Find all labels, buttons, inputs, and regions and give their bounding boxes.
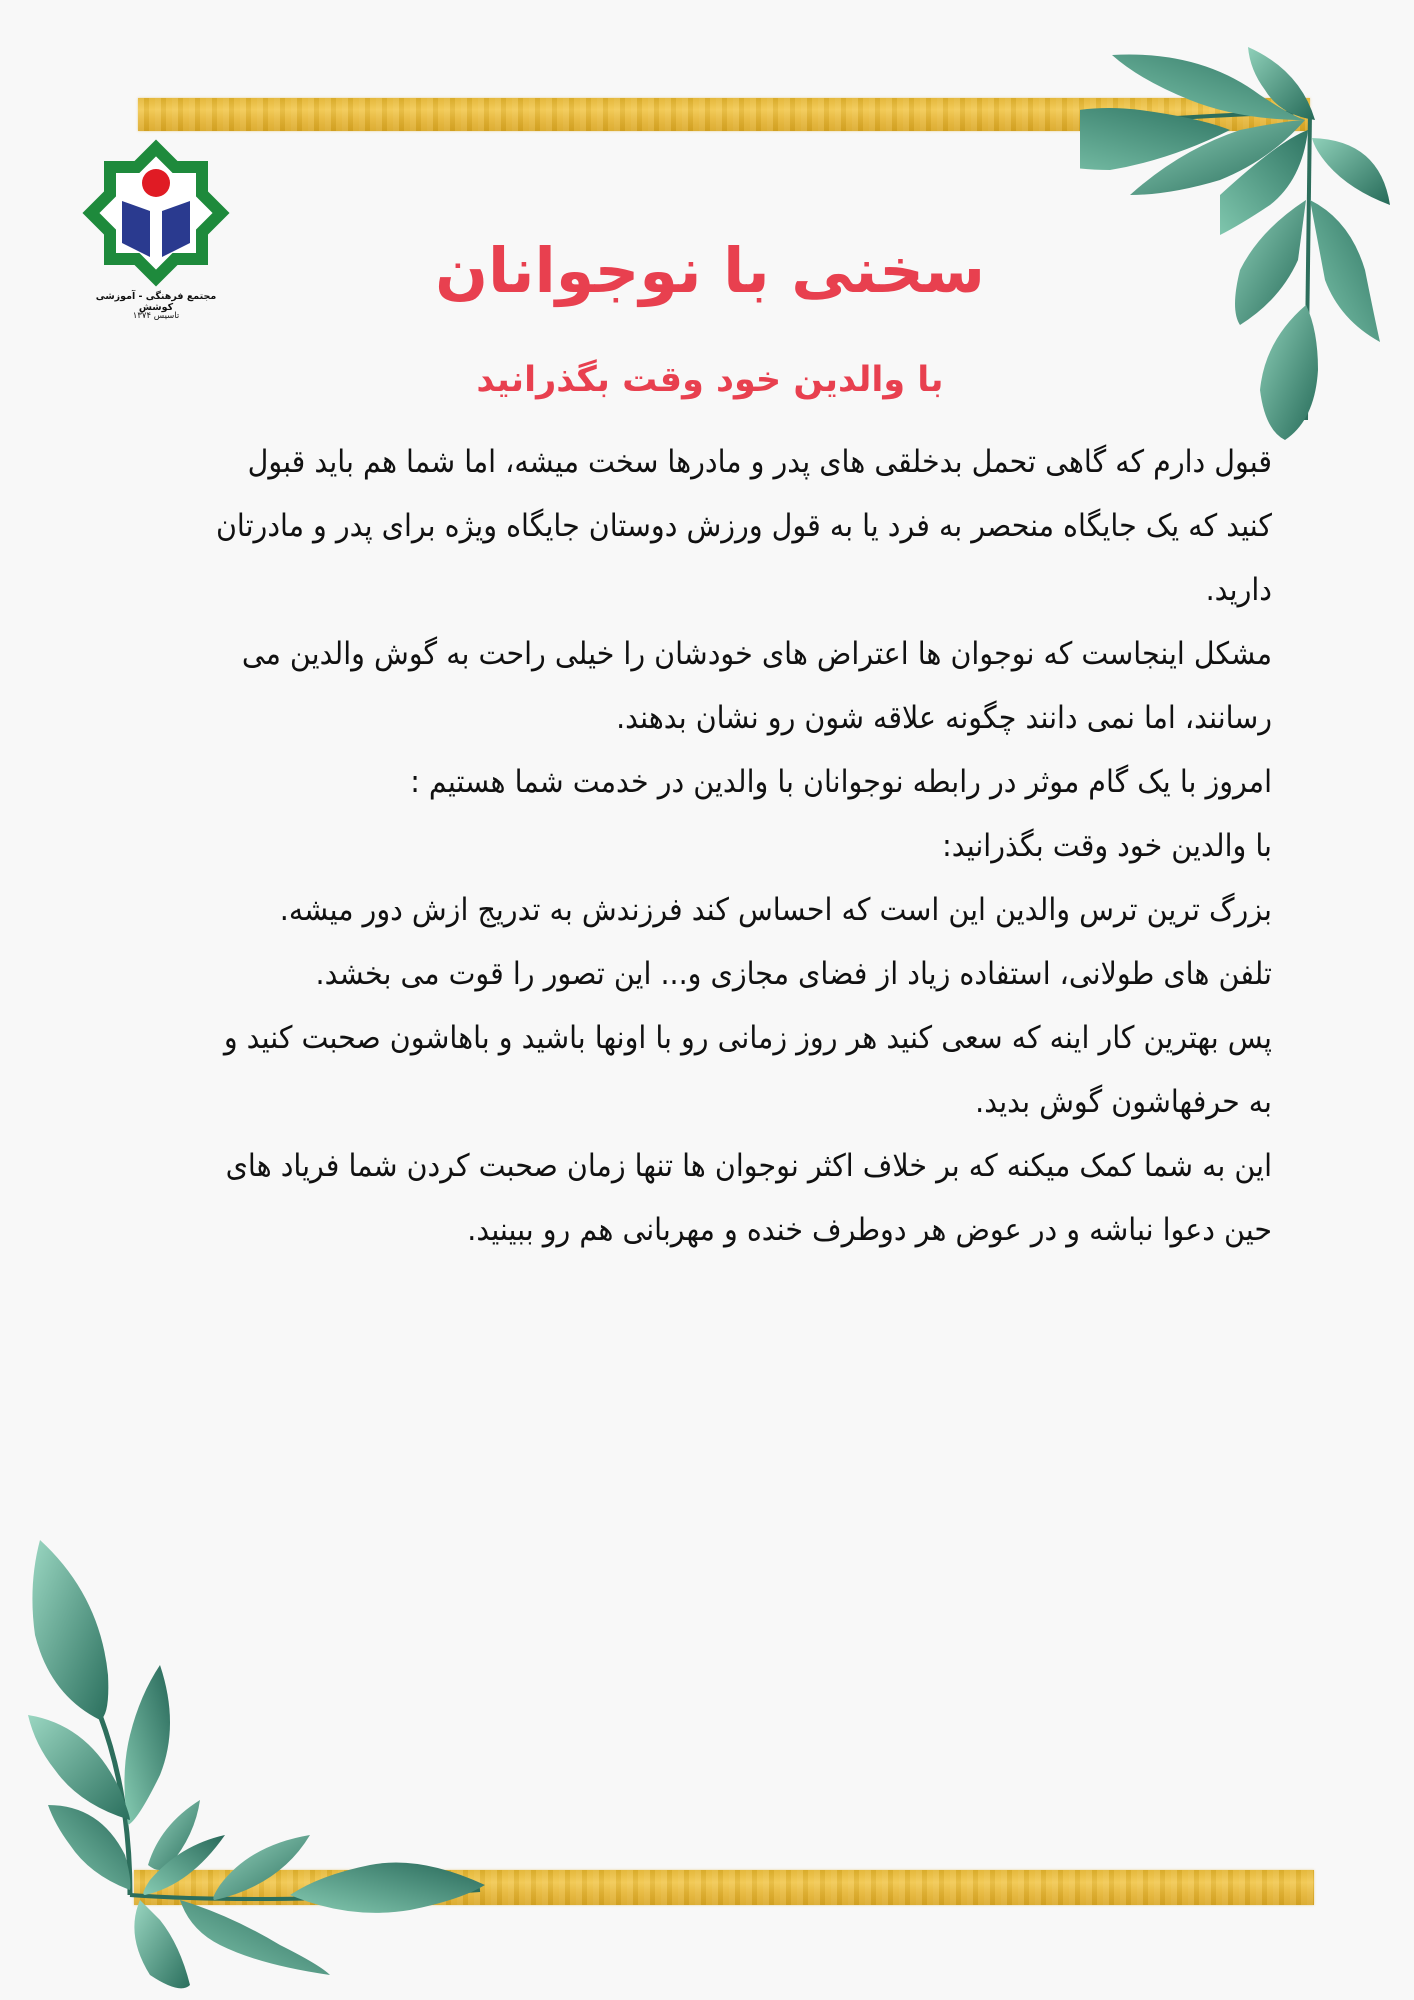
- logo-founded-year: تاسیس ۱۳۷۴: [132, 311, 180, 321]
- page-subtitle: با والدین خود وقت بگذرانید: [476, 360, 944, 401]
- paragraph: پس بهترین کار اینه که سعی کنید هر روز زمانی رو با اونها باشید و باهاشون صحبت کنید و به حرفهاشون گوش بدید.: [223, 1020, 1272, 1120]
- paragraph: بزرگ ترین ترس والدین این است که احساس کند فرزندش به تدریج ازش دور میشه.: [279, 892, 1272, 928]
- paragraph: قبول دارم که گاهی تحمل بدخلقی های پدر و مادرها سخت میشه، اما شما هم باید قبول کنید که یک جایگاه منحصر به فرد یا به قول ورزش دوستان جایگاه ویژه برای پدر و مادرتان دارید.: [215, 444, 1272, 608]
- logo: [80, 138, 232, 328]
- paragraph: تلفن های طولانی، استفاده زیاد از فضای مجازی و... این تصور را قوت می بخشد.: [315, 956, 1272, 992]
- paragraph: مشکل اینجاست که نوجوان ها اعتراض های خودشان را خیلی راحت به گوش والدین می رسانند، اما نمی دانند چگونه علاقه شون رو نشان بدهند.: [241, 636, 1272, 736]
- paragraph: امروز با یک گام موثر در رابطه نوجوانان با والدین در خدمت شما هستیم :: [410, 764, 1272, 800]
- leaf-branch-bottom-left-icon: [20, 1535, 490, 1995]
- page-title: سخنی با نوجوانان: [435, 233, 985, 307]
- paragraph: با والدین خود وقت بگذرانید:: [942, 828, 1272, 864]
- body-text: [194, 430, 1272, 1262]
- leaf-branch-top-right-icon: [1080, 20, 1414, 440]
- logo-organization-name: مجتمع فرهنگی - آموزشی کوشش: [95, 291, 217, 313]
- paragraph: این به شما کمک میکنه که بر خلاف اکثر نوجوان ها تنها زمان صحبت کردن شما فریاد های حین دعوا نباشه و در عوض هر دوطرف خنده و مهربانی هم رو ببینید.: [225, 1148, 1273, 1248]
- logo-emblem-icon: [80, 138, 232, 288]
